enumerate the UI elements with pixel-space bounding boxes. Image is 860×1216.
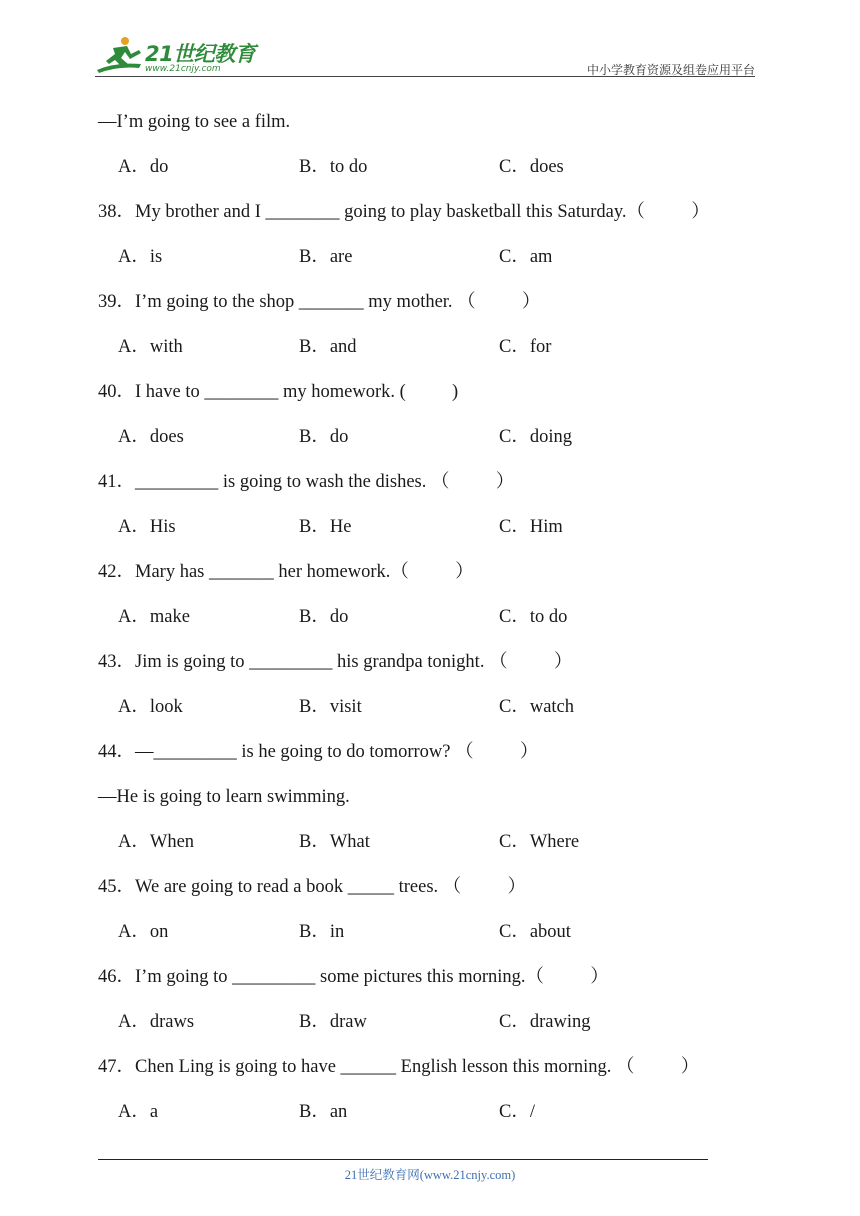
- question-line: 44．—_________ is he going to do tomorrow? （ ）: [98, 742, 539, 762]
- answer-option: B．visit: [299, 697, 362, 717]
- answer-option: A．is: [118, 247, 163, 267]
- answer-option: B．to do: [299, 157, 368, 177]
- question-line: 39．I’m going to the shop _______ my mother. （ ）: [98, 292, 541, 312]
- answer-option: C．to do: [499, 607, 568, 627]
- footer-divider: [98, 1159, 708, 1160]
- question-line: 42．Mary has _______ her homework.（ ）: [98, 562, 474, 582]
- answer-option: C．Him: [499, 517, 563, 537]
- answer-option: A．does: [118, 427, 184, 447]
- answer-option: B．draw: [299, 1012, 367, 1032]
- logo-url: www.21cnjy.com: [145, 64, 221, 74]
- answer-option: C．doing: [499, 427, 572, 447]
- answer-option: B．in: [299, 922, 345, 942]
- question-line: 46．I’m going to _________ some pictures this morning.（ ）: [98, 967, 609, 987]
- answer-option: A．look: [118, 697, 183, 717]
- question-line: —He is going to learn swimming.: [98, 787, 350, 807]
- answer-option: B．He: [299, 517, 352, 537]
- page-header: [95, 34, 755, 78]
- logo-text: 21世纪教育: [145, 42, 256, 66]
- answer-option: A．with: [118, 337, 183, 357]
- answer-option: A．His: [118, 517, 176, 537]
- answer-option: C．does: [499, 157, 564, 177]
- runner-logo-icon: [95, 34, 145, 78]
- answer-option: B．What: [299, 832, 370, 852]
- answer-option: C．am: [499, 247, 553, 267]
- question-line: —I’m going to see a film.: [98, 112, 291, 132]
- site-logo: [95, 34, 265, 78]
- answer-option: A．draws: [118, 1012, 195, 1032]
- site-name: 中小学教育资源及组卷应用平台: [586, 63, 755, 77]
- question-line: 41．_________ is going to wash the dishes. （ ）: [98, 472, 515, 492]
- header-divider: [95, 76, 755, 77]
- answer-option: C．for: [499, 337, 552, 357]
- answer-option: B．do: [299, 427, 349, 447]
- question-line: 38．My brother and I ________ going to play basketball this Saturday.（ ）: [98, 202, 710, 222]
- question-line: 40．I have to ________ my homework. ( ): [98, 382, 459, 402]
- question-line: 43．Jim is going to _________ his grandpa tonight. （ ）: [98, 652, 573, 672]
- answer-option: B．do: [299, 607, 349, 627]
- answer-option: A．do: [118, 157, 169, 177]
- answer-option: B．an: [299, 1102, 348, 1122]
- answer-option: C．Where: [499, 832, 580, 852]
- answer-option: A．on: [118, 922, 169, 942]
- question-line: 45．We are going to read a book _____ trees. （ ）: [98, 877, 527, 897]
- answer-option: C．watch: [499, 697, 575, 717]
- answer-option: B．are: [299, 247, 353, 267]
- question-line: 47．Chen Ling is going to have ______ English lesson this morning. （ ）: [98, 1057, 700, 1077]
- answer-option: C．about: [499, 922, 571, 942]
- answer-option: B．and: [299, 337, 357, 357]
- answer-option: A．When: [118, 832, 195, 852]
- answer-option: A．a: [118, 1102, 159, 1122]
- answer-option: C．/: [499, 1102, 535, 1122]
- footer-text: 21世纪教育网(www.21cnjy.com): [344, 1168, 516, 1182]
- answer-option: C．drawing: [499, 1012, 591, 1032]
- answer-option: A．make: [118, 607, 190, 627]
